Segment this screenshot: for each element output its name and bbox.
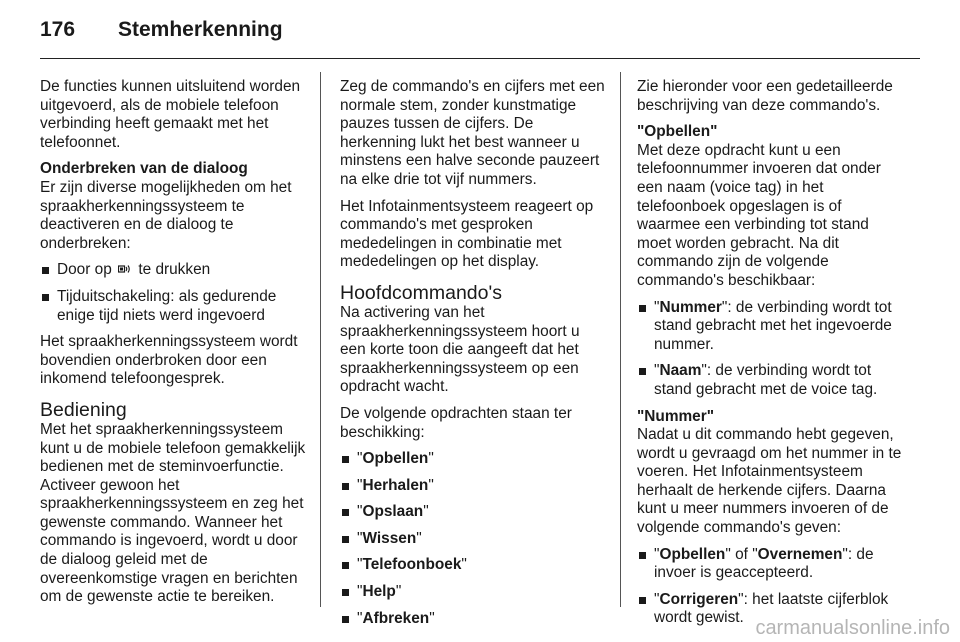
command-item: "Help" [340, 583, 608, 602]
list-item: "Opbellen" of "Overnemen": de invoer is geaccepteerd. [637, 546, 905, 583]
commands-list [340, 450, 608, 628]
detail-intro: Zie hieronder voor een gedetailleerde beschrijving van deze commando's. [637, 78, 893, 114]
page-header [40, 18, 283, 48]
nummer-paragraph: Nadat u dit commando hebt gegeven, wordt u gevraagd om het nummer in te voeren. Het Infotainmentsysteem herhaalt de herkende cijfers. Daarna kunt u meer nummers invoeren of de volgende commando's geven: [637, 426, 902, 537]
column-divider-2 [620, 72, 621, 607]
command-item: "Opslaan" [340, 503, 608, 522]
command-item: "Wissen" [340, 530, 608, 549]
opbellen-paragraph: Met deze opdracht kunt u een telefoonnummer invoeren dat onder een naam (voice tag) in het telefoonboek opgeslagen is of waarmee een verbinding tot stand moet worden gebracht. Na dit commando zijn de volgende commando's beschikbaar: [637, 141, 881, 289]
column-2 [340, 78, 608, 636]
page-number: 176 [40, 18, 76, 41]
column-divider-1 [320, 72, 321, 607]
command-item: "Telefoonboek" [340, 556, 608, 575]
nummer-options-list [637, 546, 905, 628]
intro-paragraph: De functies kunnen uitsluitend worden uitgevoerd, als de mobiele telefoon verbinding heeft gemaakt met het telefoonnet. [40, 78, 301, 151]
main-commands-paragraph: Na activering van het spraakherkenningssysteem hoort u een korte toon die aangeeft dat het spraakherkenningssysteem op een opdracht wacht. [340, 303, 580, 396]
list-item: "Corrigeren": het laatste cijferblok wordt gewist. [637, 591, 905, 628]
header-rule [40, 58, 920, 59]
column-1 [40, 78, 308, 615]
interrupt-heading: Onderbreken van de dialoog [40, 160, 248, 178]
opbellen-options-list [637, 299, 905, 400]
main-commands-heading: Hoofdcommando's [340, 281, 502, 304]
command-item: "Opbellen" [340, 450, 608, 469]
voice-control-icon [118, 263, 132, 275]
interrupt-paragraph: Er zijn diverse mogelijkheden om het spraakherkenningssysteem te deactiveren en de dialoog te onderbreken: [40, 178, 292, 252]
speak-paragraph: Zeg de commando's en cijfers met een normale stem, zonder kunstmatige pauzes tussen de cijfers. De herkenning lukt het best wanneer u minstens een halve seconde pauzeert na elke drie tot vijf nummers. [340, 78, 605, 188]
nummer-heading: "Nummer" [637, 407, 715, 425]
commands-intro: De volgende opdrachten staan ter beschikking: [340, 404, 572, 441]
override-paragraph: Het spraakherkenningssysteem wordt bovendien onderbroken door een inkomend telefoongesprek. [40, 333, 298, 388]
command-item: "Herhalen" [340, 477, 608, 496]
watermark: carmanualsonline.info [755, 617, 950, 639]
response-paragraph: Het Infotainmentsysteem reageert op commando's met gesproken mededelingen in combinatie met mededelingen op het display. [340, 197, 594, 271]
list-item: "Naam": de verbinding wordt tot stand gebracht met de voice tag. [637, 362, 905, 399]
column-3 [637, 78, 905, 636]
list-item: "Nummer": de verbinding wordt tot stand gebracht met het ingevoerde nummer. [637, 299, 905, 355]
operation-heading: Bediening [40, 398, 127, 421]
command-item: "Afbreken" [340, 610, 608, 629]
interrupt-list [40, 261, 308, 325]
list-item: Tijduitschakeling: als gedurende enige tijd niets werd ingevoerd [40, 288, 308, 325]
list-item: Door op te drukken [40, 261, 308, 280]
opbellen-heading: "Opbellen" [637, 123, 718, 141]
operation-paragraph: Met het spraakherkenningssysteem kunt u de mobiele telefoon gemakkelijk bedienen met de steminvoerfunctie. Activeer gewoon het spraakherkenningssysteem en zeg het gewenste commando. Wanneer het commando is ingevoerd, wordt u door de dialoog geleid met de overeenkomstige vragen en berichten om de gewenste actie te bereiken. [40, 420, 306, 606]
chapter-title: Stemherkenning [118, 18, 283, 41]
